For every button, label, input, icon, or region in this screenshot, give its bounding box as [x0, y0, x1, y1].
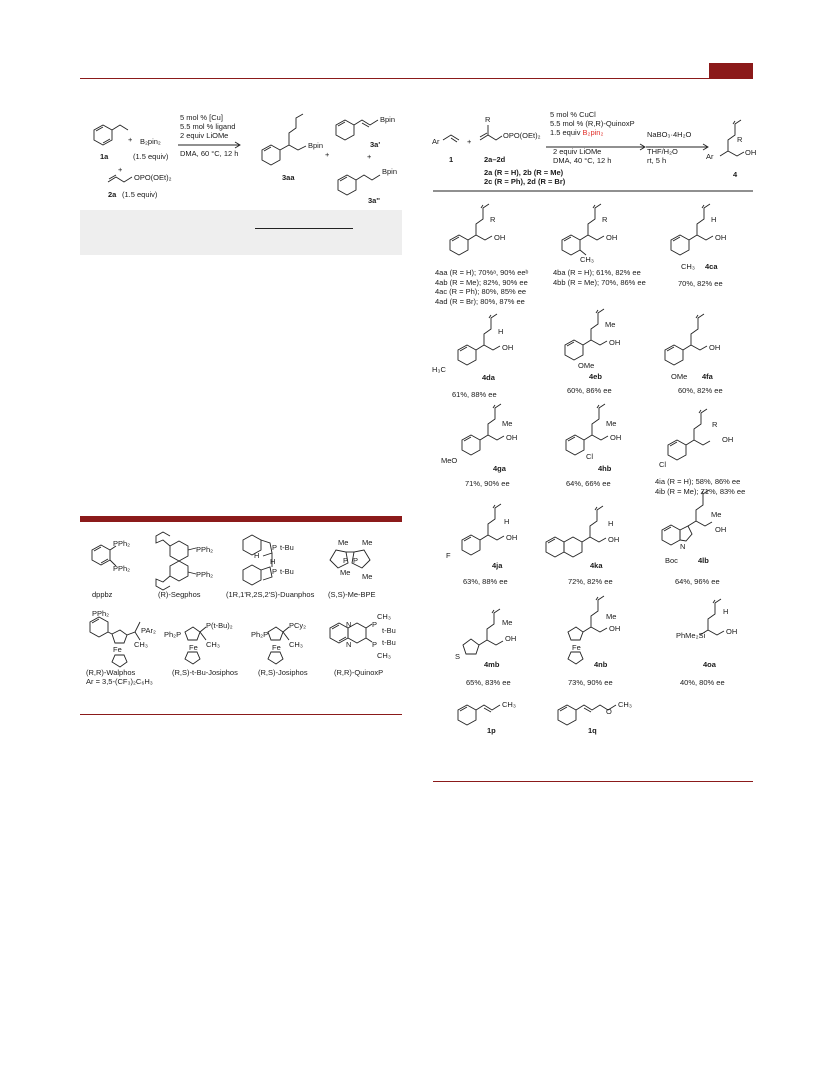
compound-label: 4da: [482, 373, 495, 382]
silyl-group: PhMe₂Si: [676, 631, 706, 640]
compound-3aa: 3aa: [282, 173, 295, 182]
ligand-label: t-Bu: [280, 543, 294, 552]
ligand-label: PPh₂: [196, 545, 214, 554]
aryl-group: Ar: [706, 152, 714, 161]
ligand-label: P: [353, 556, 359, 565]
ligand-name-dppbz: dppbz: [92, 590, 113, 599]
ligand-name-walphos: (R,R)-Walphos: [86, 668, 136, 677]
hydroxyl-group: OH: [506, 433, 518, 442]
compound-3a-prime: 3a': [370, 140, 381, 149]
condition-line: 5.5 mol % ligand: [180, 122, 236, 131]
ligand-label: PPh₂: [113, 539, 131, 548]
ligand-label: PCy₂: [289, 621, 307, 630]
ligand-label: PAr₂: [141, 626, 156, 635]
condition-line: THF/H₂O: [647, 147, 678, 156]
r-group: R: [712, 420, 718, 429]
ligand-label: P: [272, 567, 278, 576]
ligand-label: P: [272, 543, 278, 552]
phosphate-group: OPO(OEt)₂: [503, 131, 541, 140]
ligand-label: Me: [362, 572, 373, 581]
hydroxyl-group: OH: [715, 525, 727, 534]
methoxy-group: OMe: [578, 361, 595, 370]
condition-line: rt, 5 h: [647, 156, 667, 165]
ligand-label: Me: [340, 568, 351, 577]
compound-1a: 1a: [100, 152, 109, 161]
compound-label: 4ka: [590, 561, 603, 570]
ligand-label: P: [343, 556, 349, 565]
iron-atom: Fe: [572, 643, 581, 652]
scheme2-bottom-rule: [433, 781, 753, 782]
yield-text: 4ba (R = H); 61%, 82% ee 4bb (R = Me); 70%, 86% ee: [553, 268, 646, 287]
ligand-label: H: [254, 551, 260, 560]
bpin-group: Bpin: [308, 141, 324, 150]
methoxy-group: MeO: [441, 456, 458, 465]
yield-text: 60%, 82% ee: [678, 386, 723, 395]
compound-label: 4oa: [703, 660, 716, 669]
hydroxyl-group: OH: [609, 624, 621, 633]
methyl-group: CH₃: [681, 262, 695, 271]
hydroxyl-group: OH: [722, 435, 734, 444]
condition-line: NaBO₃·4H₂O: [647, 130, 692, 139]
compound-label: 4ca: [705, 262, 718, 271]
ligand-label: Ph₂P: [164, 630, 182, 639]
hydroxyl-group: OH: [709, 343, 721, 352]
compound-2a: 2a: [108, 190, 117, 199]
yield-text: 61%, 88% ee: [452, 390, 497, 399]
plus-sign: +: [118, 165, 123, 174]
fluoro-group: F: [446, 551, 451, 560]
plus-sign: +: [367, 152, 372, 161]
yield-text: 40%, 80% ee: [680, 678, 725, 687]
chloro-group: Cl: [659, 460, 667, 469]
yield-text: 4aa (R = H); 70%ᵃ, 90% eeᵇ 4ab (R = Me); 82%, 90% ee 4ac (R = Ph); 80%, 85% ee 4ad (R = Br); 80%, 87% ee: [435, 268, 529, 306]
ligand-label: t-Bu: [382, 626, 396, 635]
condition-line: DMA, 40 °C, 12 h: [553, 156, 612, 165]
yield-text: 64%, 66% ee: [566, 479, 611, 488]
ligand-name-quinoxp: (R,R)-QuinoxP: [334, 668, 384, 677]
yield-text: 71%, 90% ee: [465, 479, 510, 488]
yield-text: 73%, 90% ee: [568, 678, 613, 687]
ligand-name-josiphos: (R,S)-Josiphos: [258, 668, 308, 677]
r-group: R: [602, 215, 608, 224]
methyl-group: Me: [605, 320, 616, 329]
ligand-name-me-bpe: (S,S)-Me-BPE: [328, 590, 376, 599]
condition-line: 2 equiv LiOMe: [180, 131, 229, 140]
sulfur-atom: S: [455, 652, 461, 661]
ligand-label: N: [346, 640, 352, 649]
ligand-label: H: [270, 557, 276, 566]
hydroxyl-group: OH: [494, 233, 506, 242]
ligand-label: P: [372, 640, 378, 649]
compound-label: 4mb: [484, 660, 500, 669]
compound-label: 4fa: [702, 372, 713, 381]
methyl-group: CH₃: [502, 700, 516, 709]
methyl-group: CH₃: [618, 700, 632, 709]
ligand-label: Me: [362, 538, 373, 547]
condition-line: 5 mol % CuCl: [550, 110, 596, 119]
reagent-b2pin2: B₂pin₂: [140, 137, 161, 146]
hydroxyl-group: OH: [715, 233, 727, 242]
methyl-group: Me: [502, 618, 513, 627]
ligand-label: CH₃: [377, 651, 391, 660]
compound-1q: 1q: [588, 726, 597, 735]
compound-label: 4ga: [493, 464, 506, 473]
ligand-label: Fe: [113, 645, 122, 654]
nitrogen-atom: N: [680, 542, 686, 551]
compound-1p: 1p: [487, 726, 496, 735]
hydroxyl-group: OH: [606, 233, 618, 242]
substrate-definition: 2a (R = H), 2b (R = Me): [484, 168, 564, 177]
ligand-label: P: [372, 620, 378, 629]
r-group: R: [737, 135, 743, 144]
compound-label: 4nb: [594, 660, 608, 669]
yield-text: 65%, 83% ee: [466, 678, 511, 687]
condition-line: 1.5 equiv B₂pin₂: [550, 128, 604, 137]
aryl-group: Ar: [432, 137, 440, 146]
yield-text: 72%, 82% ee: [568, 577, 613, 586]
h-group: H: [608, 519, 614, 528]
ligand-label: N: [346, 620, 352, 629]
compound-label: 4lb: [698, 556, 709, 565]
condition-line: 5.5 mol % (R,R)-QuinoxP: [550, 119, 635, 128]
plus-sign: +: [467, 137, 472, 146]
methoxy-group: OMe: [671, 372, 688, 381]
r-group: R: [490, 215, 496, 224]
ligand-label: PPh₂: [113, 564, 131, 573]
plus-sign: +: [128, 135, 133, 144]
plus-sign: +: [325, 150, 330, 159]
phosphate-group: OPO(OEt)₂: [134, 173, 172, 182]
hydroxyl-group: OH: [745, 148, 757, 157]
ligand-label: Ph₂P: [251, 630, 269, 639]
yield-text: 60%, 86% ee: [567, 386, 612, 395]
highlighted-reagent: B₂pin₂: [582, 128, 604, 137]
h-group: H: [504, 517, 510, 526]
condition-line: 2 equiv LiOMe: [553, 147, 602, 156]
hydroxyl-group: OH: [726, 627, 738, 636]
compound-3a-double-prime: 3a'': [368, 196, 380, 205]
hydroxyl-group: OH: [505, 634, 517, 643]
condition-line: DMA, 60 °C, 12 h: [180, 149, 239, 158]
hydroxyl-group: OH: [610, 433, 622, 442]
ligand-label: t-Bu: [280, 567, 294, 576]
chloro-group: Cl: [586, 452, 594, 461]
yield-text: 4ia (R = H); 58%, 86% ee 4ib (R = Me); 71%, 83% ee: [655, 477, 746, 496]
ligand-label: Me: [338, 538, 349, 547]
substrate-definition: 2c (R = Ph), 2d (R = Br): [484, 177, 566, 186]
reagent-equiv: (1.5 equiv): [133, 152, 169, 161]
ligand-label: Fe: [272, 643, 281, 652]
ligand-name-walphos-ar: Ar = 3,5-(CF₃)₂C₆H₃: [86, 677, 153, 686]
methyl-group: H₃C: [432, 365, 446, 374]
oxygen-atom: O: [606, 707, 612, 716]
yield-text: 70%, 82% ee: [678, 279, 723, 288]
ligand-label: CH₃: [377, 612, 391, 621]
hydroxyl-group: OH: [608, 535, 620, 544]
r-group: R: [485, 115, 491, 124]
ligand-label: CH₃: [289, 640, 303, 649]
ligand-name-segphos: (R)-Segphos: [158, 590, 201, 599]
ligand-name-tbu-josiphos: (R,S)-t-Bu-Josiphos: [172, 668, 238, 677]
ligand-label: PPh₂: [92, 609, 110, 618]
bpin-group: Bpin: [380, 115, 396, 124]
compound-label: 4hb: [598, 464, 612, 473]
methyl-group: Me: [502, 419, 513, 428]
methyl-group: Me: [606, 419, 617, 428]
compound-label: 4ja: [492, 561, 503, 570]
hydroxyl-group: OH: [609, 338, 621, 347]
yield-text: 64%, 96% ee: [675, 577, 720, 586]
ligand-label: CH₃: [134, 640, 148, 649]
h-group: H: [498, 327, 504, 336]
h-group: H: [723, 607, 729, 616]
hydroxyl-group: OH: [506, 533, 518, 542]
methyl-group: Me: [711, 510, 722, 519]
methyl-group: Me: [606, 612, 617, 621]
boc-group: Boc: [665, 556, 678, 565]
ligand-label: Fe: [189, 643, 198, 652]
h-group: H: [711, 215, 717, 224]
condition-line: 5 mol % [Cu]: [180, 113, 223, 122]
compound-label: 4eb: [589, 372, 602, 381]
methyl-group: CH₃: [580, 255, 594, 264]
ligand-label: t-Bu: [382, 638, 396, 647]
compound-4: 4: [733, 170, 738, 179]
ligand-label: P(t-Bu)₂: [206, 621, 233, 630]
bpin-group: Bpin: [382, 167, 398, 176]
compound-1: 1: [449, 155, 454, 164]
compound-2: 2a–2d: [484, 155, 506, 164]
yield-text: 63%, 88% ee: [463, 577, 508, 586]
ligand-name-duanphos: (1R,1'R,2S,2'S)-Duanphos: [226, 590, 315, 599]
compound-2a-equiv: (1.5 equiv): [122, 190, 158, 199]
hydroxyl-group: OH: [502, 343, 514, 352]
ligand-label: CH₃: [206, 640, 220, 649]
ligand-label: PPh₂: [196, 570, 214, 579]
